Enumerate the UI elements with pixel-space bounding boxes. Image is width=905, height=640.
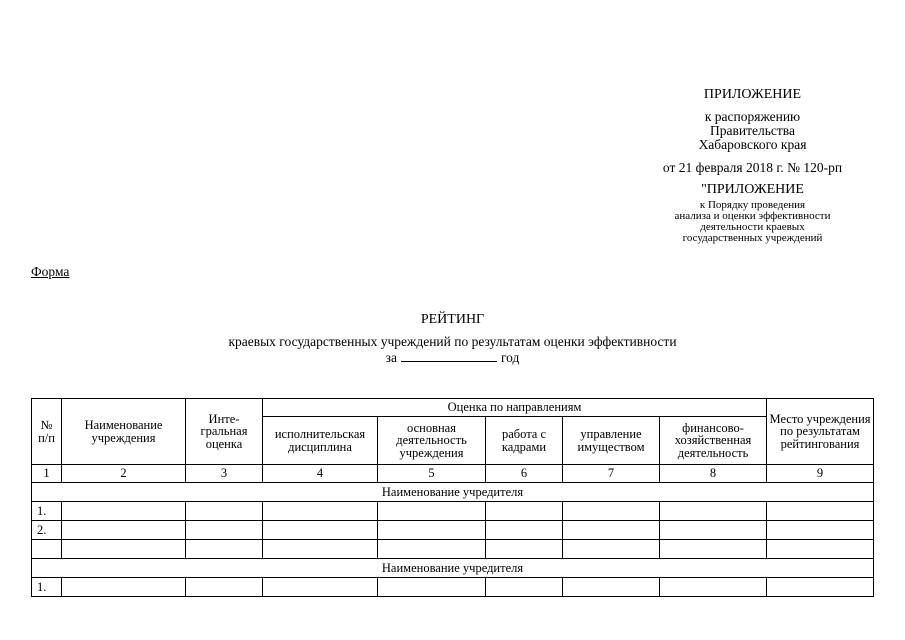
- table-cell[interactable]: [660, 521, 767, 540]
- appendix-title: ПРИЛОЖЕНИЕ: [703, 87, 802, 102]
- column-number: 7: [563, 465, 660, 483]
- table-cell[interactable]: [378, 578, 486, 597]
- header-direction-1: исполнительская дисциплина: [263, 417, 378, 465]
- table-cell[interactable]: [186, 540, 263, 559]
- document-subtitle: краевых государственных учреждений по результатам оценки эффективности: [228, 334, 677, 349]
- row-number: 2.: [32, 521, 62, 540]
- document-title: РЕЙТИНГ: [420, 312, 485, 327]
- column-number-row: [32, 465, 874, 483]
- inner-appendix-block: [640, 183, 865, 244]
- year-line: [150, 350, 755, 366]
- table-cell[interactable]: [563, 521, 660, 540]
- year-suffix: год: [500, 349, 520, 365]
- table-cell[interactable]: [660, 578, 767, 597]
- inner-appendix-line1: к Порядку проведения: [699, 199, 806, 211]
- founder-group-row: [32, 483, 874, 502]
- table-cell[interactable]: [62, 502, 186, 521]
- table-cell[interactable]: [62, 521, 186, 540]
- table-cell[interactable]: [767, 521, 874, 540]
- table-cell[interactable]: [486, 578, 563, 597]
- table-cell[interactable]: [186, 578, 263, 597]
- column-number: 1: [32, 465, 62, 483]
- header-direction-5: финансово-хозяйственная деятельность: [660, 417, 767, 465]
- appendix-block: [640, 88, 865, 175]
- table-cell[interactable]: [263, 521, 378, 540]
- appendix-line1: к распоряжению: [704, 108, 801, 124]
- row-number: 1.: [32, 502, 62, 521]
- column-number: 3: [186, 465, 263, 483]
- header-direction-3: работа с кадрами: [486, 417, 563, 465]
- document-heading: [150, 312, 755, 366]
- column-number: 5: [378, 465, 486, 483]
- appendix-date: от 21 февраля 2018 г. № 120-рп: [662, 160, 843, 176]
- table-cell[interactable]: [62, 540, 186, 559]
- header-name: Наименование учреждения: [62, 399, 186, 465]
- year-blank-field: [401, 350, 497, 362]
- column-number: 9: [767, 465, 874, 483]
- column-number: 8: [660, 465, 767, 483]
- table-row: [32, 502, 874, 521]
- table-row: [32, 578, 874, 597]
- table-cell[interactable]: [62, 578, 186, 597]
- header-place: Место учреждения по результатам рейтингования: [767, 399, 874, 465]
- table-cell[interactable]: [563, 540, 660, 559]
- header-direction-4: управление имуществом: [563, 417, 660, 465]
- table-cell[interactable]: [378, 502, 486, 521]
- table-cell[interactable]: [186, 502, 263, 521]
- header-direction-group: Оценка по направлениям: [263, 399, 767, 417]
- table-cell[interactable]: [263, 502, 378, 521]
- column-number: 4: [263, 465, 378, 483]
- header-num: № п/п: [32, 399, 62, 465]
- table-cell[interactable]: [378, 540, 486, 559]
- appendix-line3: Хабаровского края: [698, 137, 807, 153]
- inner-appendix-line2: анализа и оценки эффективности: [674, 210, 831, 222]
- table-cell[interactable]: [486, 502, 563, 521]
- table-cell[interactable]: [486, 521, 563, 540]
- header-direction-2: основная деятельность учреждения: [378, 417, 486, 465]
- table-cell[interactable]: [767, 578, 874, 597]
- inner-appendix-title: "ПРИЛОЖЕНИЕ: [701, 182, 804, 197]
- table-cell[interactable]: [563, 502, 660, 521]
- appendix-line2: Правительства: [710, 122, 795, 138]
- table-cell[interactable]: [767, 540, 874, 559]
- column-number: 2: [62, 465, 186, 483]
- table-row: [32, 540, 874, 559]
- table-cell[interactable]: [486, 540, 563, 559]
- table-cell[interactable]: [767, 502, 874, 521]
- table-cell[interactable]: [563, 578, 660, 597]
- year-prefix: за: [385, 349, 397, 365]
- row-number: [32, 540, 62, 559]
- inner-appendix-line4: государственных учреждений: [682, 232, 823, 244]
- table-cell[interactable]: [378, 521, 486, 540]
- table-cell[interactable]: [660, 540, 767, 559]
- table-row: [32, 521, 874, 540]
- inner-appendix-line3: деятельности краевых: [700, 221, 805, 233]
- table-cell[interactable]: [263, 578, 378, 597]
- column-number: 6: [486, 465, 563, 483]
- founder-group-row: [32, 559, 874, 578]
- table-cell[interactable]: [263, 540, 378, 559]
- header-integral: Инте-гральная оценка: [186, 399, 263, 465]
- table-cell[interactable]: [186, 521, 263, 540]
- founder-name-cell: Наименование учредителя: [32, 483, 874, 502]
- row-number: 1.: [32, 578, 62, 597]
- founder-name-cell: Наименование учредителя: [32, 559, 874, 578]
- table-cell[interactable]: [660, 502, 767, 521]
- rating-table: [31, 398, 874, 597]
- form-label: Форма: [31, 264, 70, 279]
